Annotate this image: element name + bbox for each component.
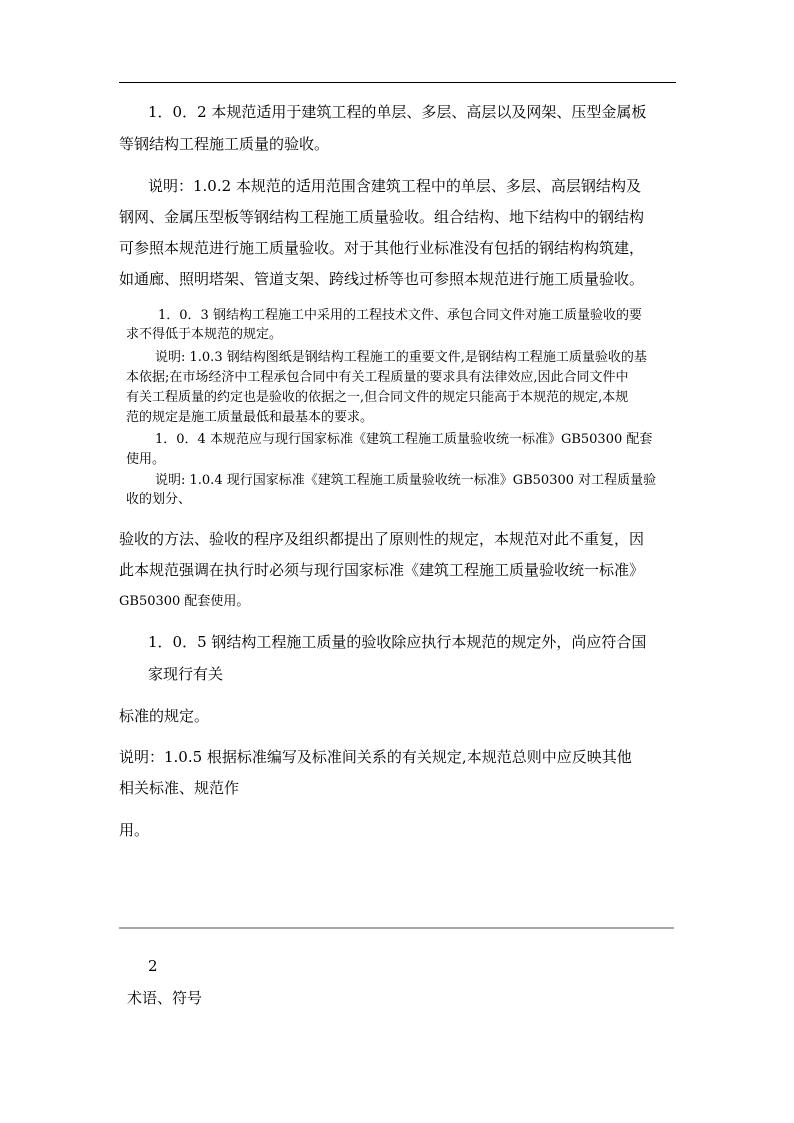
clause-1-0-5-line-1: 1．0．5 钢结构工程施工质量的验收除应执行本规范的规定外，尚应符合国: [148, 633, 647, 651]
note-1-0-4-line-4: 此本规范强调在执行时必须与现行国家标准《建筑工程施工质量验收统一标准》: [119, 561, 645, 579]
note-1-0-2-line-2: 钢网、金属压型板等钢结构工程施工质量验收。组合结构、地下结构中的钢结构: [119, 208, 645, 226]
clause-1-0-4-line-2: 使用。: [126, 452, 166, 467]
note-1-0-3-line-1: 说明: 1.0.3 钢结构图纸是钢结构工程施工的重要文件,是钢结构工程施工质量验收的基: [155, 350, 647, 365]
note-1-0-4-line-1: 说明: 1.0.4 现行国家标准《建筑工程施工质量验收统一标准》GB50300 对工程质量验: [155, 473, 657, 488]
note-1-0-5-line-2: 相关标准、规范作: [119, 779, 240, 797]
section-divider: [119, 927, 674, 929]
clause-1-0-4-line-1: 1．0．4 本规范应与现行国家标准《建筑工程施工质量验收统一标准》GB50300 配套: [155, 432, 653, 447]
clause-1-0-3-line-2: 求不得低于本规范的规定。: [126, 327, 283, 342]
note-1-0-3-line-2: 本依据;在市场经济中工程承包合同中有关工程质量的要求具有法律效应,因此合同文件中: [126, 370, 629, 385]
note-1-0-2-line-3: 可参照本规范进行施工质量验收。对于其他行业标准没有包括的钢结构构筑建，: [119, 239, 645, 257]
note-1-0-2-line-1: 说明：1.0.2 本规范的适用范围含建筑工程中的单层、多层、高层钢结构及: [148, 177, 641, 195]
top-rule: [119, 82, 676, 83]
chapter-title: 术语、符号: [127, 989, 203, 1007]
note-1-0-3-line-3: 有关工程质量的约定也是验收的依据之一,但合同文件的规定只能高于本规范的规定,本规: [126, 390, 629, 405]
note-1-0-5-line-3: 用。: [119, 821, 150, 839]
note-1-0-3-line-4: 范的规定是施工质量最低和最基本的要求。: [126, 410, 374, 425]
clause-1-0-5-line-2: 家现行有关: [148, 665, 224, 683]
note-1-0-5-line-1: 说明：1.0.5 根据标准编写及标准间关系的有关规定,本规范总则中应反映其他: [119, 748, 632, 766]
note-1-0-4-line-3: 验收的方法、验收的程序及组织都提出了原则性的规定，本规范对此不重复，因: [119, 530, 645, 548]
clause-1-0-2-line-1: 1．0．2 本规范适用于建筑工程的单层、多层、高层以及网架、压型金属板: [148, 103, 647, 121]
note-1-0-4-line-2: 收的划分、: [126, 492, 192, 507]
clause-1-0-2-line-2: 等钢结构工程施工质量的验收。: [119, 135, 330, 153]
note-1-0-2-line-4: 如通廊、照明塔架、管道支架、跨线过桥等也可参照本规范进行施工质量验收。: [119, 270, 645, 288]
chapter-number: 2: [148, 957, 158, 975]
clause-1-0-5-line-3: 标准的规定。: [119, 707, 210, 725]
note-1-0-4-line-5: GB50300 配套使用。: [119, 594, 250, 609]
clause-1-0-3-line-1: 1．0．3 钢结构工程施工中采用的工程技术文件、承包合同文件对施工质量验收的要: [158, 308, 642, 323]
